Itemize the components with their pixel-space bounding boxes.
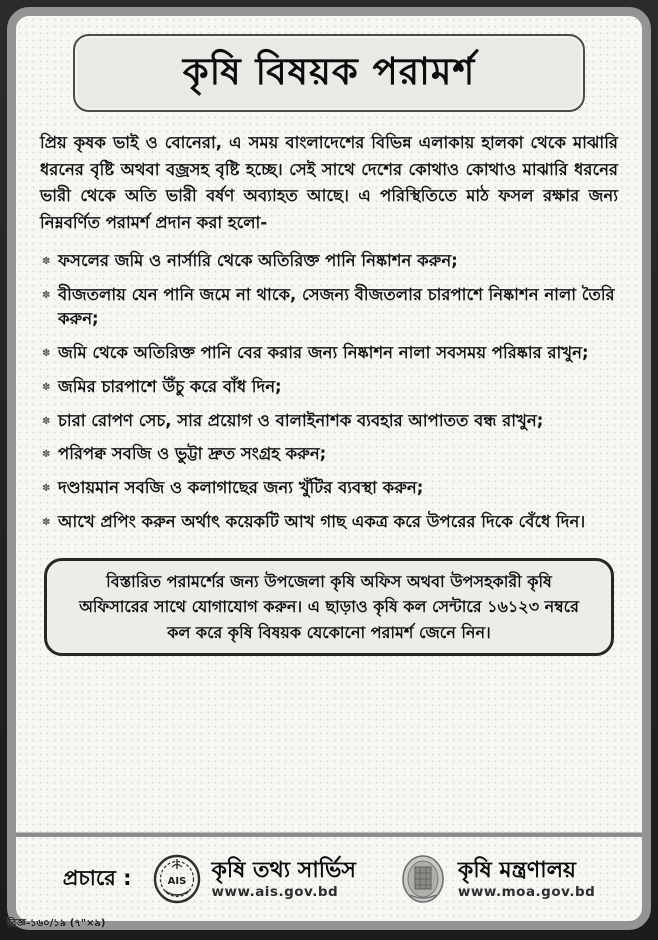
- bullet-icon: ✽: [42, 415, 51, 427]
- poster-frame: [7, 7, 651, 930]
- list-item: [42, 476, 622, 501]
- advisory-text: জমির চারপাশে উঁচু করে বাঁধ দিন;: [58, 376, 282, 396]
- advisory-text: ফসলের জমি ও নার্সারি থেকে অতিরিক্ত পানি নিষ্কাশন করুন;: [58, 250, 458, 270]
- ais-logo-text: AIS: [167, 876, 186, 887]
- list-item: [42, 442, 622, 467]
- print-code: বিজ্ঞ-১৬০/১৯ (৭"×৯): [8, 918, 106, 929]
- bullet-icon: ✽: [42, 516, 51, 528]
- ais-logo-icon: [152, 853, 202, 905]
- advisory-list: [36, 249, 622, 544]
- org-ais: [152, 853, 356, 905]
- advisory-text: আখে প্রপিং করুন অর্থাৎ কয়েকটি আখ গাছ একত্র করে উপরের দিকে বেঁধে দিন।: [58, 511, 586, 531]
- org-url: www.ais.gov.bd: [211, 883, 339, 900]
- org-name: কৃষি মন্ত্রণালয়: [457, 858, 576, 884]
- list-item: [42, 409, 622, 434]
- list-item: [42, 249, 622, 274]
- bullet-icon: ✽: [42, 483, 51, 495]
- published-by-label: প্রচারে :: [62, 865, 132, 890]
- bullet-icon: ✽: [42, 348, 51, 360]
- bullet-icon: ✽: [42, 255, 51, 267]
- page-title: কৃষি বিষয়ক পরামর্শ: [182, 49, 476, 93]
- title-box: [73, 34, 585, 112]
- advisory-text: চারা রোপণ সেচ, সার প্রয়োগ ও বালাইনাশক ব্যবহার আপাতত বন্ধ রাখুন;: [58, 410, 544, 430]
- list-item: [42, 375, 622, 400]
- advisory-text: বীজতলায় যেন পানি জমে না থাকে, সেজন্য বীজতলার চারপাশে নিষ্কাশন নালা তৈরি করুন;: [58, 284, 615, 329]
- contact-notice-box: [44, 558, 614, 657]
- org-name: কৃষি তথ্য সার্ভিস: [211, 858, 356, 884]
- list-item: [42, 341, 622, 366]
- list-item: [42, 283, 622, 333]
- bullet-icon: ✽: [42, 289, 51, 301]
- org-text: [458, 858, 595, 899]
- org-text: [212, 858, 356, 899]
- contact-notice-text: বিস্তারিত পরামর্শের জন্য উপজেলা কৃষি অফিস অথবা উপসহকারী কৃষি অফিসারের সাথে যোগাযোগ করুন। এ ছাড়াও কৃষি কল সেন্টারে ১৬১২৩ নম্বরে কল করে কৃষি বিষয়ক যেকোনো পরামর্শ জেনে নিন।: [79, 571, 579, 642]
- intro-paragraph: প্রিয় কৃষক ভাই ও বোনেরা, এ সময় বাংলাদেশের বিভিন্ন এলাকায় হালকা থেকে মাঝারি ধরনের বৃষ্টি অথবা বজ্রসহ বৃষ্টি হচ্ছে। সেই সাথে দেশের কোথাও কোথাও মাঝারি ধরনের ভারী থেকে অতি ভারী বর্ষণ অব্যাহত আছে। এ পরিস্থিতিতে মাঠ ফসল রক্ষার জন্য নিম্নবর্ণিত পরামর্শ প্রদান করা হলো-: [40, 133, 618, 233]
- bullet-icon: ✽: [42, 381, 51, 393]
- advisory-text: জমি থেকে অতিরিক্ত পানি বের করার জন্য নিষ্কাশন নালা সবসময় পরিষ্কার রাখুন;: [58, 343, 589, 363]
- org-ministry: [398, 853, 595, 905]
- advisory-text: দণ্ডায়মান সবজি ও কলাগাছের জন্য খুঁটির ব্যবস্থা করুন;: [58, 478, 424, 498]
- org-url: www.moa.gov.bd: [457, 883, 596, 900]
- list-item: [42, 510, 622, 535]
- footer: [36, 837, 622, 915]
- ministry-seal-icon: [398, 853, 448, 905]
- bullet-icon: ✽: [42, 449, 51, 461]
- advisory-text: পরিপক্ব সবজি ও ভুট্টা দ্রুত সংগ্রহ করুন;: [58, 444, 327, 464]
